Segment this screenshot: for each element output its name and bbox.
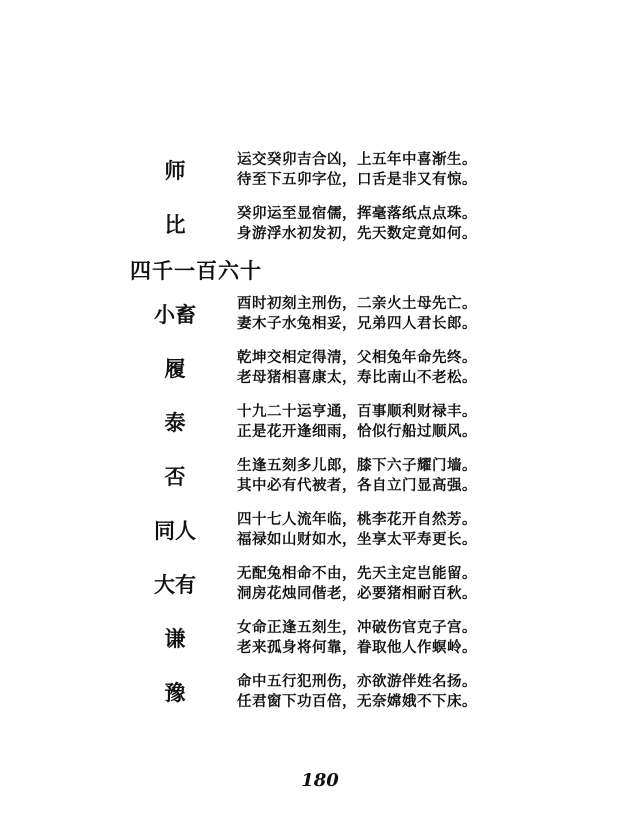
entry-title: 小畜 [154, 302, 196, 327]
verse-line: 老来孤身将何靠，眷取他人作螟岭。 [237, 639, 477, 656]
verse-line: 洞房花烛同偕老，必要猪相耐百秋。 [237, 585, 477, 602]
entry-pi [0, 456, 640, 500]
verse-line: 命中五行犯刑伤，亦欲游伴姓名扬。 [237, 673, 477, 690]
entry-yu [0, 672, 640, 716]
page-number: 180 [301, 770, 339, 791]
verse-line: 生逢五刻多儿郎，膝下六子耀门墙。 [237, 457, 477, 474]
verse-line: 身游浮水初发初，先天数定竟如何。 [237, 225, 477, 242]
entry-bi [0, 204, 640, 248]
entry-tongren [0, 510, 640, 554]
verse-line: 癸卯运至显宿儒，挥毫落纸点点珠。 [237, 205, 477, 222]
entry-title: 谦 [164, 626, 186, 651]
verse-line: 任君窗下功百倍，无奈嫦娥不下床。 [237, 693, 477, 710]
verse-line: 待至下五卯字位，口舌是非又有惊。 [237, 171, 477, 188]
verse-line: 其中必有代被者，各自立门显高强。 [237, 477, 477, 494]
entry-dayou [0, 564, 640, 608]
verse-line: 无配兔相命不由，先天主定岂能留。 [237, 565, 477, 582]
section-heading: 四千一百六十 [130, 258, 262, 283]
entry-title: 大有 [154, 572, 196, 597]
verse-line: 妻木子水兔相妥，兄弟四人君长郎。 [237, 315, 477, 332]
entry-qian [0, 618, 640, 662]
verse-line: 老母猪相喜康太，寿比南山不老松。 [237, 369, 477, 386]
entry-title: 同人 [154, 518, 196, 543]
entry-lv [0, 348, 640, 392]
verse-line: 运交癸卯吉合凶，上五年中喜渐生。 [237, 151, 477, 168]
entry-title: 师 [164, 158, 186, 183]
entry-xiaochu [0, 294, 640, 338]
verse-line: 酉时初刻主刑伤，二亲火土母先亡。 [237, 295, 477, 312]
entry-title: 豫 [164, 680, 186, 705]
verse-line: 正是花开逢细雨，恰似行船过顺风。 [237, 423, 477, 440]
entry-title: 履 [164, 356, 186, 381]
entry-title: 否 [164, 464, 186, 489]
verse-line: 女命正逢五刻生，冲破伤官克子宫。 [237, 619, 477, 636]
verse-line: 十九二十运亨通，百事顺利财禄丰。 [237, 403, 477, 420]
verse-line: 乾坤交相定得清，父相兔年命先终。 [237, 349, 477, 366]
entry-title: 泰 [164, 410, 186, 435]
verse-line: 福禄如山财如水，坐享太平寿更长。 [237, 531, 477, 548]
entry-tai [0, 402, 640, 446]
entry-title: 比 [164, 212, 186, 237]
verse-line: 四十七人流年临，桃李花开自然芳。 [237, 511, 477, 528]
entry-shi [0, 150, 640, 194]
